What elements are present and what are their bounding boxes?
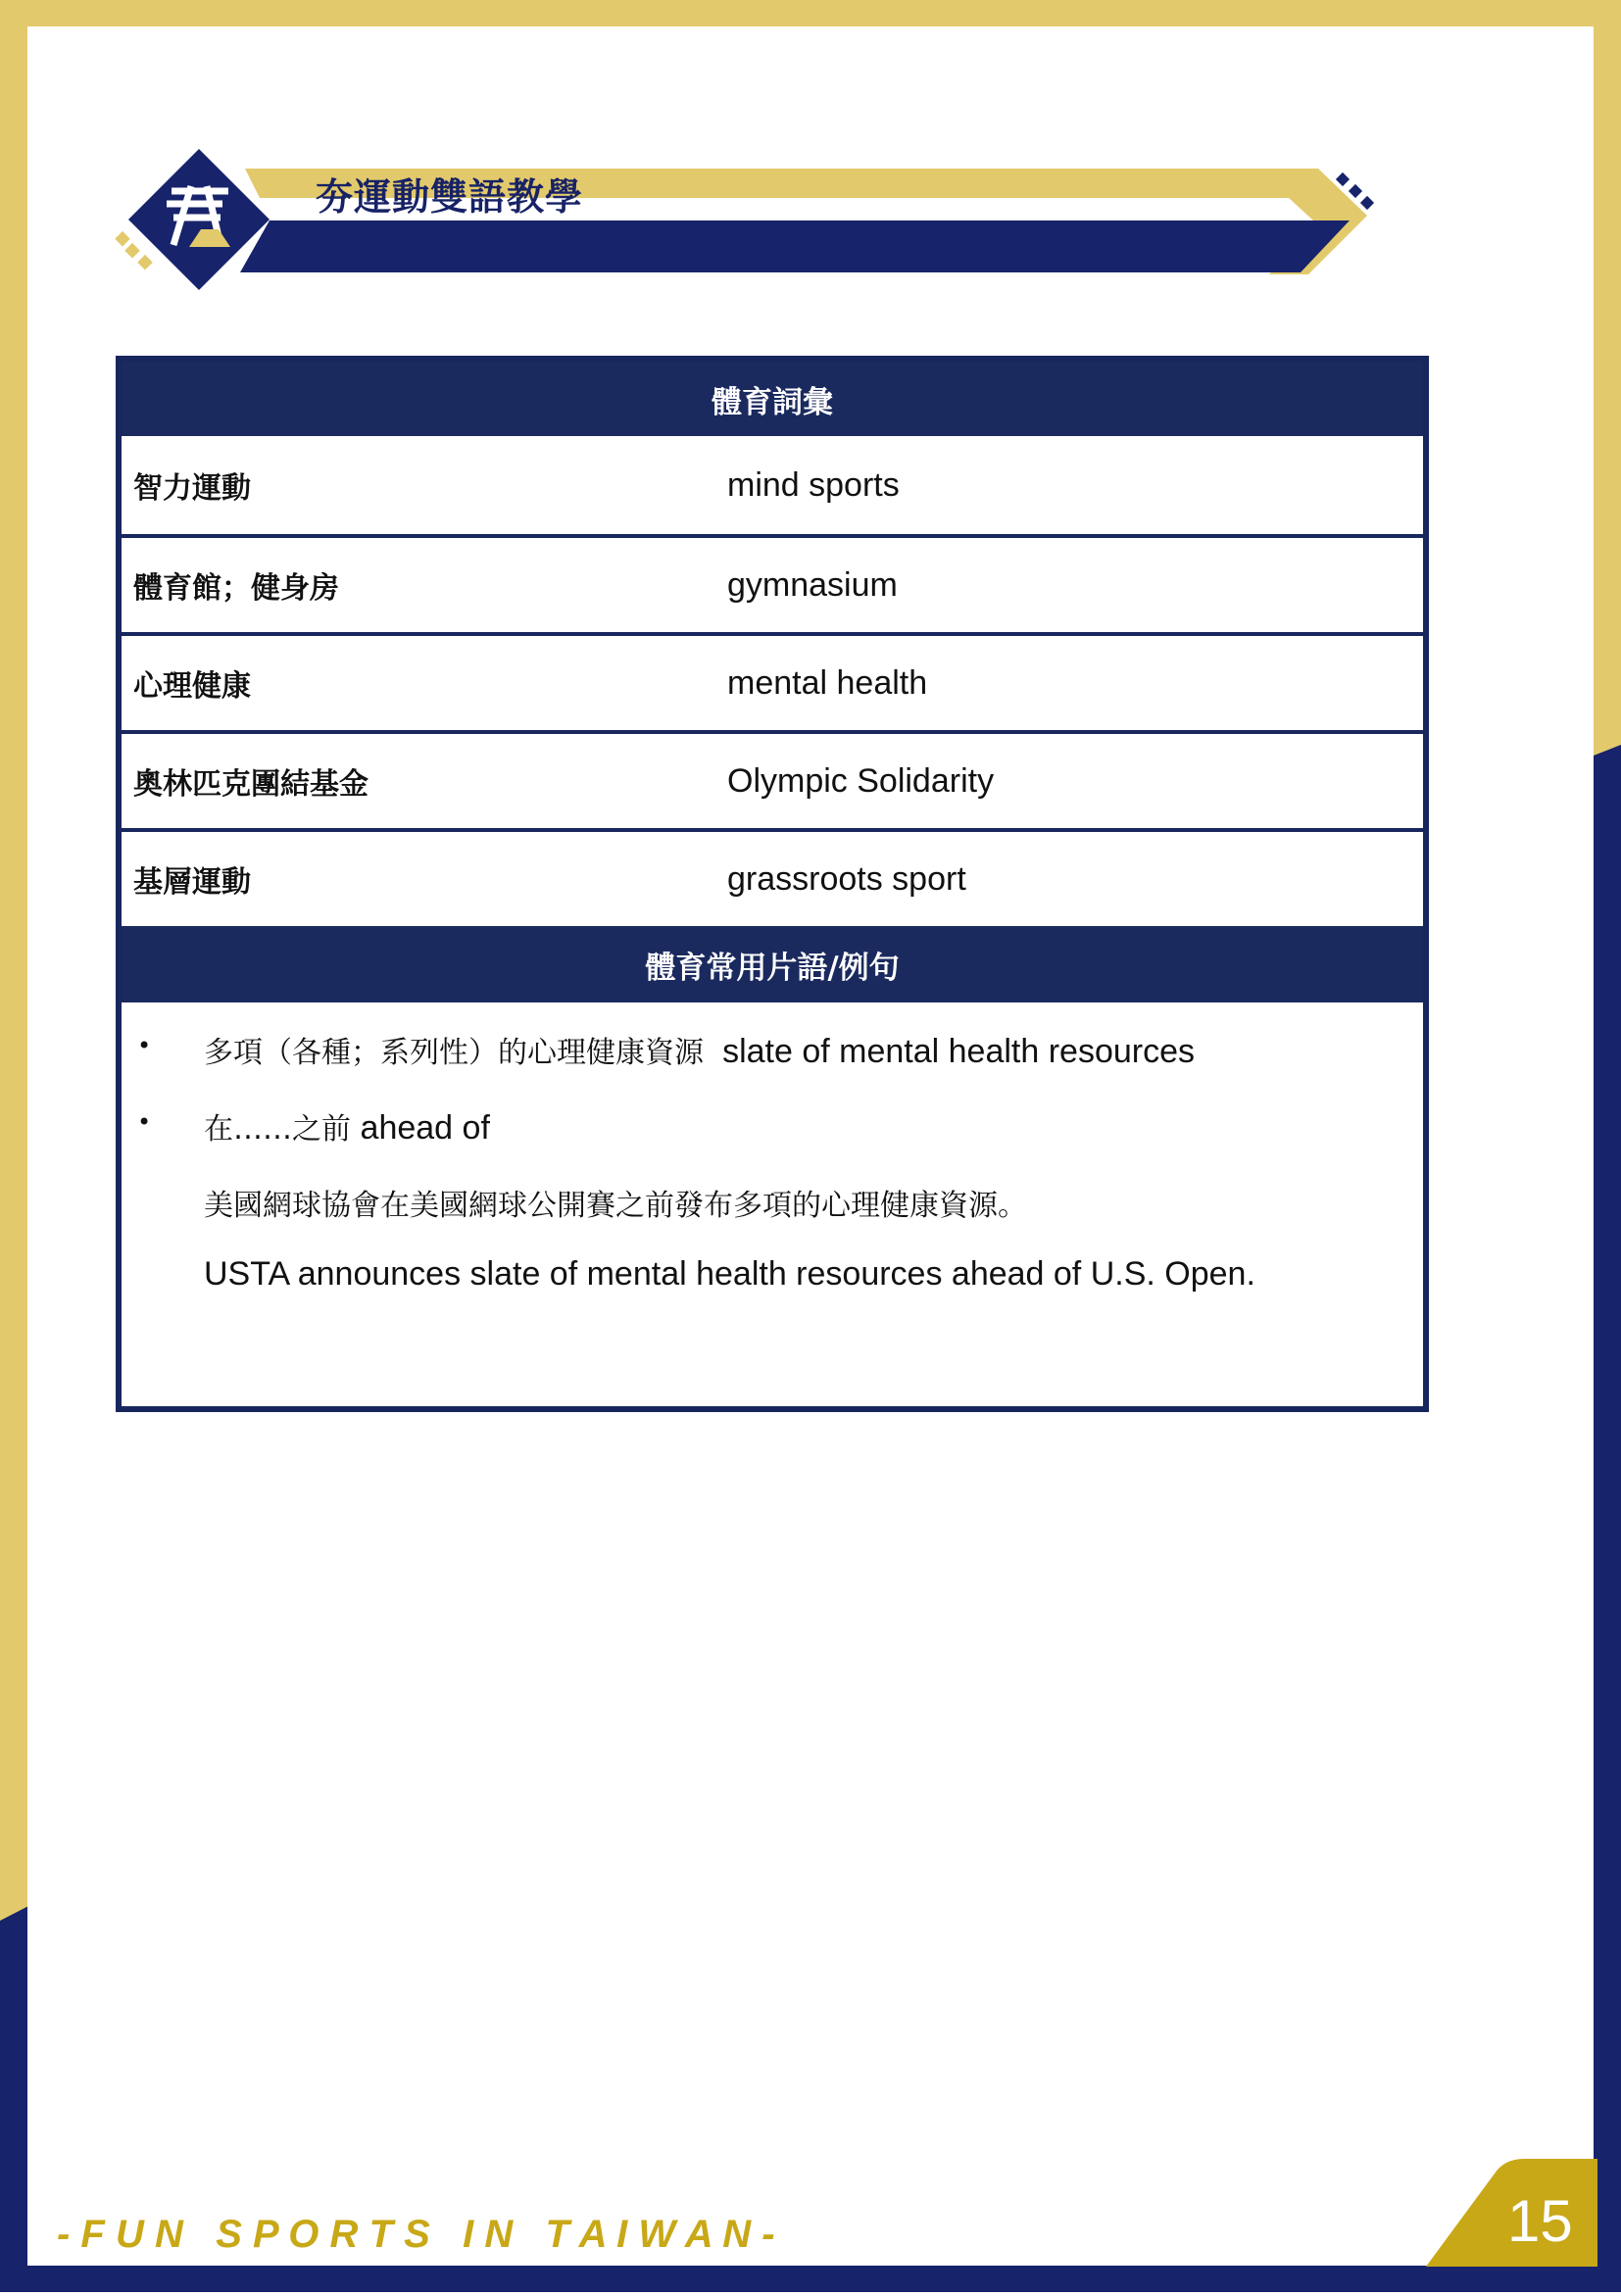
vocab-zh: 心理健康 [133,669,251,704]
phrase-item [204,1028,1195,1071]
vocab-row [122,534,1423,632]
phrase-item [204,1104,490,1148]
vocab-en: mental health [727,663,928,702]
phrase-en: ahead of [360,1109,490,1147]
vocab-row [122,730,1423,828]
example-zh: 美國網球協會在美國網球公開賽之前發布多項的心理健康資源。 [204,1189,1027,1223]
vocab-zh: 智力運動 [133,471,251,506]
vocab-en: gymnasium [727,565,898,604]
bullet-icon: • [137,1108,152,1136]
vocab-zh: 體育館；健身房 [133,571,339,606]
vocab-zh: 奧林匹克團結基金 [133,767,368,802]
header-banner [113,147,1382,294]
vocab-row [122,828,1423,926]
vocab-en: mind sports [727,465,900,504]
page-number: 15 [1507,2188,1573,2254]
phrase-en: slate of mental health resources [722,1033,1196,1070]
phrase-zh: 在……之前 [204,1112,351,1147]
vocabulary-heading: 體育詞彙 [122,362,1423,436]
footer-tagline: - F U N S P O R T S I N T A I W A N - [57,2213,775,2256]
vocab-en: grassroots sport [727,859,966,898]
banner-title: 夯運動雙語教學 [316,175,584,219]
vocabulary-table [116,356,1429,1412]
phrases-heading: 體育常用片語/例句 [122,926,1423,1002]
phrases-body [122,1002,1423,1355]
vocab-zh: 基層運動 [133,865,251,900]
bullet-icon: • [137,1032,152,1059]
vocab-en: Olympic Solidarity [727,761,995,800]
vocab-row [122,632,1423,730]
vocab-row [122,436,1423,534]
example-en: USTA announces slate of mental health resources ahead of U.S. Open. [204,1255,1255,1293]
phrase-zh: 多項（各種；系列性）的心理健康資源 [204,1036,704,1070]
